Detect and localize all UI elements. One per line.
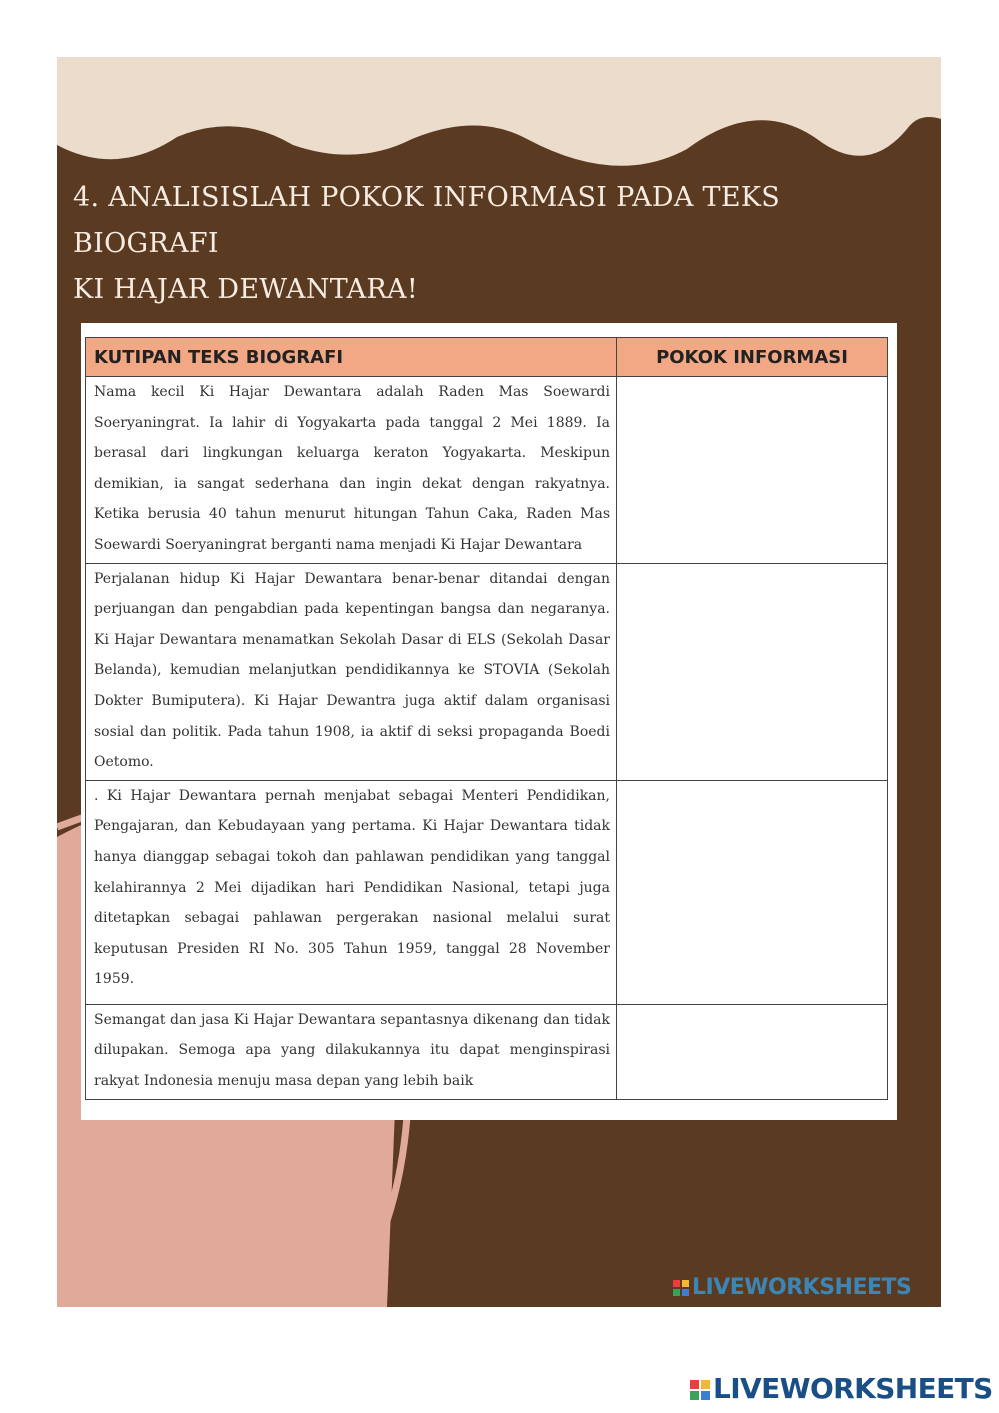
header-info: POKOK INFORMASI [617,338,888,377]
biography-table-panel [81,323,897,1120]
liveworksheets-logo-icon [690,1380,710,1400]
table-row [86,563,888,780]
quote-cell: Perjalanan hidup Ki Hajar Dewantara benar-benar ditandai dengan perjuangan dan pengabdian pada kepentingan bangsa dan negaranya. Ki Hajar Dewantara menamatkan Sekolah Dasar di ELS (Sekolah Dasar Belanda), kemudian melanjutkan pendidikannya ke STOVIA (Sekolah Dokter Bumiputera). Ki Hajar Dewantra juga aktif dalam organisasi sosial dan politik. Pada tahun 1908, ia aktif di seksi propaganda Boedi Oetomo. [86,563,617,780]
answer-cell[interactable] [617,1004,888,1099]
footer-watermark[interactable] [690,1372,993,1406]
inner-watermark-text: LIVEWORKSHEETS [692,1275,912,1300]
table-row [86,780,888,1004]
table-row [86,377,888,564]
heading-line-2: KI HAJAR DEWANTARA! [73,274,418,305]
scallop-header-shape [57,57,941,166]
table-row [86,1004,888,1099]
quote-cell: Semangat dan jasa Ki Hajar Dewantara sepantasnya dikenang dan tidak dilupakan. Semoga apa yang dilakukannya itu dapat menginspirasi rakyat Indonesia menuju masa depan yang lebih baik [86,1004,617,1099]
heading-line-1: 4. ANALISISLAH POKOK INFORMASI PADA TEKS BIOGRAFI [73,182,781,259]
answer-cell[interactable] [617,377,888,564]
quote-cell: Nama kecil Ki Hajar Dewantara adalah Raden Mas Soewardi Soeryaningrat. Ia lahir di Yogyakarta pada tanggal 2 Mei 1889. Ia berasal dari lingkungan keluarga keraton Yogyakarta. Meskipun demikian, ia sangat sederhana dan ingin dekat dengan rakyatnya. Ketika berusia 40 tahun menurut hitungan Tahun Caka, Raden Mas Soewardi Soeryaningrat berganti nama menjadi Ki Hajar Dewantara [86,377,617,564]
inner-watermark [673,1275,911,1300]
footer-watermark-text: LIVEWORKSHEETS [713,1372,993,1405]
header-quote: KUTIPAN TEKS BIOGRAFI [86,338,617,377]
answer-cell[interactable] [617,563,888,780]
worksheet-page [57,57,941,1307]
biography-table [85,337,888,1100]
liveworksheets-logo-icon [673,1280,689,1296]
table-header-row [86,338,888,377]
task-heading [73,175,913,313]
quote-cell: . Ki Hajar Dewantara pernah menjabat sebagai Menteri Pendidikan, Pengajaran, dan Kebudayaan yang pertama. Ki Hajar Dewantara tidak hanya dianggap sebagai tokoh dan pahlawan pendidikan yang tanggal kelahirannya 2 Mei dijadikan hari Pendidikan Nasional, tetapi juga ditetapkan sebagai pahlawan pergerakan nasional melalui surat keputusan Presiden RI No. 305 Tahun 1959, tanggal 28 November 1959. [86,780,617,1004]
answer-cell[interactable] [617,780,888,1004]
